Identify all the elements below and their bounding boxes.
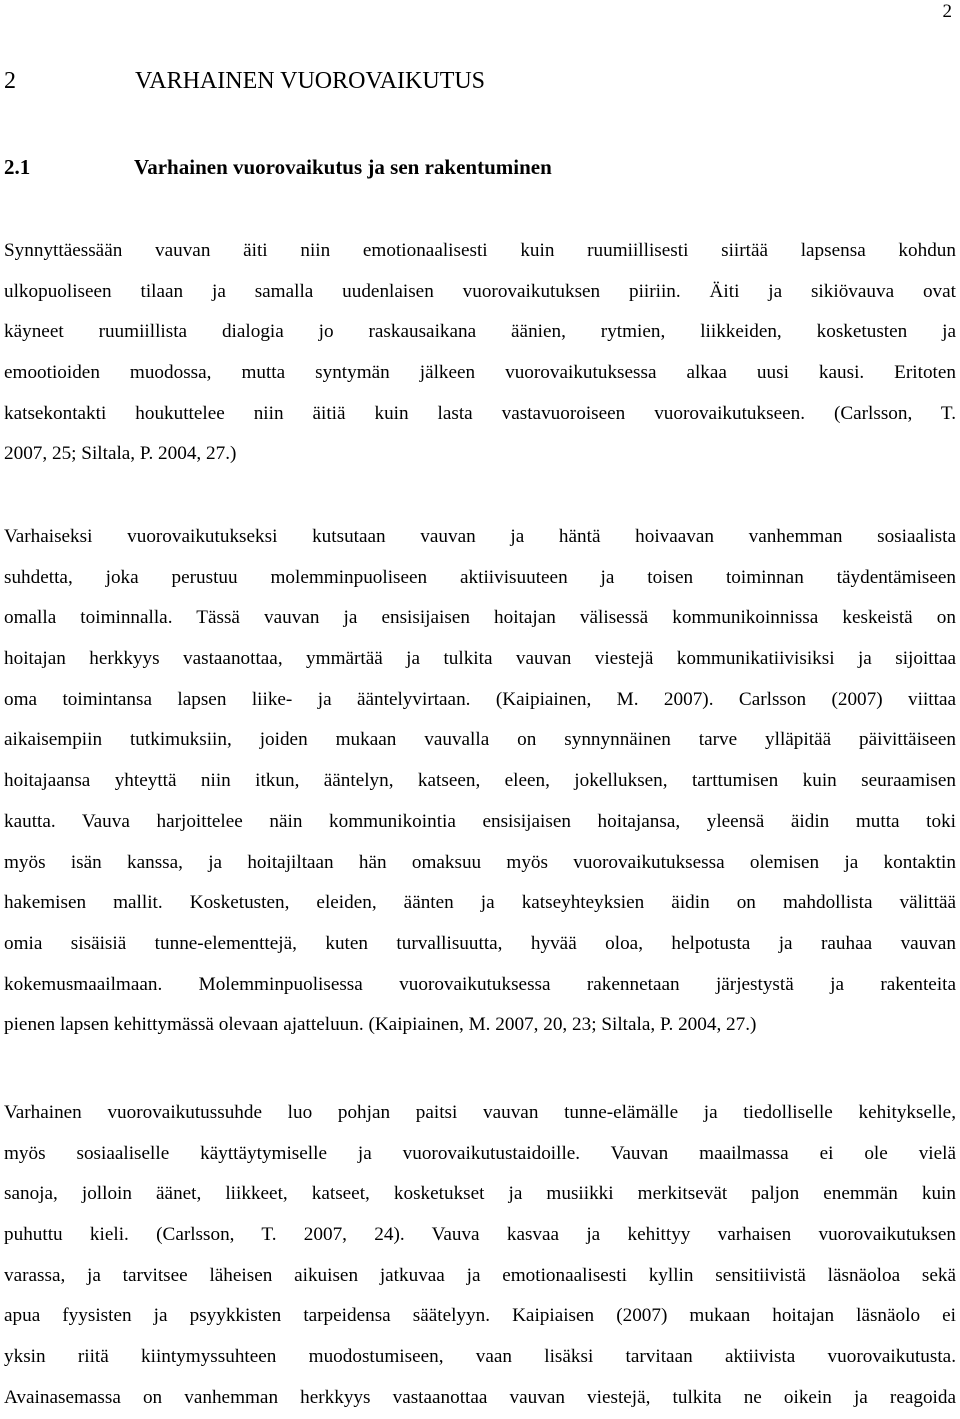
paragraph-2 — [4, 517, 956, 1046]
paragraph-1 — [4, 231, 956, 475]
paragraph-line: kokemusmaailmaan. Molemminpuolisessa vuorovaikutuksessa rakennetaan järjestystä ja rakenteita — [4, 973, 956, 995]
paragraph-line: ulkopuoliseen tilaan ja samalla uudenlaisen vuorovaikutuksen piiriin. Äiti ja sikiövauva ovat — [4, 280, 956, 302]
paragraph-line: 2007, 25; Siltala, P. 2004, 27.) — [4, 443, 237, 465]
chapter-number: 2 — [4, 68, 16, 94]
section-title: Varhainen vuorovaikutus ja sen rakentuminen — [134, 155, 552, 179]
paragraph-line: käyneet ruumiillista dialogia jo raskausaikana äänien, rytmien, liikkeiden, kosketusten ja — [4, 321, 956, 343]
paragraph-line: katsekontakti houkuttelee niin äitiä kuin lasta vastavuoroiseen vuorovaikutukseen. (Carlsson, T. — [4, 402, 956, 424]
paragraph-line: oma toimintansa lapsen liike- ja ääntelyvirtaan. (Kaipiainen, M. 2007). Carlsson (2007) viittaa — [4, 688, 956, 710]
paragraph-line: sanoja, jolloin äänet, liikkeet, katseet, kosketukset ja musiikki merkitsevät paljon enemmän kuin — [4, 1183, 956, 1205]
chapter-heading — [4, 66, 485, 96]
chapter-title: VARHAINEN VUOROVAIKUTUS — [135, 68, 486, 94]
paragraph-line: kautta. Vauva harjoittelee näin kommunikointia ensisijaisen hoitajansa, yleensä äidin mutta toki — [4, 810, 956, 832]
paragraph-line: omia sisäisiä tunne-elementtejä, kuten turvallisuutta, hyvää oloa, helpotusta ja rauhaa vauvan — [4, 932, 956, 954]
paragraph-line: pienen lapsen kehittymässä olevaan ajatteluun. (Kaipiainen, M. 2007, 20, 23; Siltala, P. 2004, 27.) — [4, 1014, 757, 1036]
paragraph-line: varassa, ja tarvitsee läheisen aikuisen jatkuvaa ja emotionaalisesti kyllin sensitiivistä läsnäoloa sekä — [4, 1264, 956, 1286]
paragraph-line: Varhaiseksi vuorovaikutukseksi kutsutaan vauvan ja häntä hoivaavan vanhemman sosiaalista — [4, 526, 956, 547]
paragraph-line: suhdetta, joka perustuu molemminpuoliseen aktiivisuuteen ja toisen toiminnan täydentämiseen — [4, 566, 956, 588]
paragraph-line: emootioiden muodossa, mutta syntymän jälkeen vuorovaikutuksessa alkaa uusi kausi. Eritoten — [4, 362, 956, 384]
page-number: 2 — [942, 1, 952, 22]
paragraph-line: aikaisempiin tutkimuksiin, joiden mukaan vauvalla on synnynnäinen tarve ylläpitää päivittäiseen — [4, 729, 956, 751]
paragraph-3 — [4, 1093, 956, 1419]
paragraph-line: apua fyysisten ja psyykkisten tarpeidensa säätelyyn. Kaipiaisen (2007) mukaan hoitajan läsnäolo ei — [4, 1305, 956, 1327]
section-number: 2.1 — [4, 155, 31, 179]
paragraph-line: hakemisen mallit. Kosketusten, eleiden, äänten ja katseyhteyksien äidin on mahdollista välittää — [4, 892, 956, 914]
paragraph-line: hoitajan herkkyys vastaanottaa, ymmärtää ja tulkita vauvan viestejä kommunikatiivisiksi ja sijoittaa — [4, 648, 956, 670]
paragraph-line: Synnyttäessään vauvan äiti niin emotionaalisesti kuin ruumiillisesti siirtää lapsensa kohdun — [4, 240, 956, 261]
paragraph-line: Avainasemassa on vanhemman herkkyys vastaanottaa vauvan viestejä, tulkita ne oikein ja reagoida — [4, 1386, 956, 1408]
section-heading — [4, 153, 552, 181]
paragraph-line: omalla toiminnalla. Tässä vauvan ja ensisijaisen hoitajan välisessä kommunikoinnissa keskeistä on — [4, 607, 956, 629]
paragraph-line: Varhainen vuorovaikutussuhde luo pohjan paitsi vauvan tunne-elämälle ja tiedolliselle kehitykselle, — [4, 1102, 956, 1123]
paragraph-line: myös sosiaaliselle käyttäytymiselle ja vuorovaikutustaidoille. Vauvan maailmassa ei ole vielä — [4, 1142, 956, 1164]
paragraph-line: myös isän kanssa, ja hoitajiltaan hän omaksuu myös vuorovaikutuksessa olemisen ja kontaktin — [4, 851, 956, 873]
paragraph-line: puhuttu kieli. (Carlsson, T. 2007, 24). Vauva kasvaa ja kehittyy varhaisen vuorovaikutuksen — [4, 1224, 956, 1246]
paragraph-line: hoitajaansa yhteyttä niin itkun, ääntelyn, katseen, eleen, jokelluksen, tarttumisen kuin seuraamisen — [4, 770, 956, 792]
paragraph-line: yksin riitä kiintymyssuhteen muodostumiseen, vaan lisäksi tarvitaan aktiivista vuorovaikutusta. — [4, 1346, 956, 1368]
